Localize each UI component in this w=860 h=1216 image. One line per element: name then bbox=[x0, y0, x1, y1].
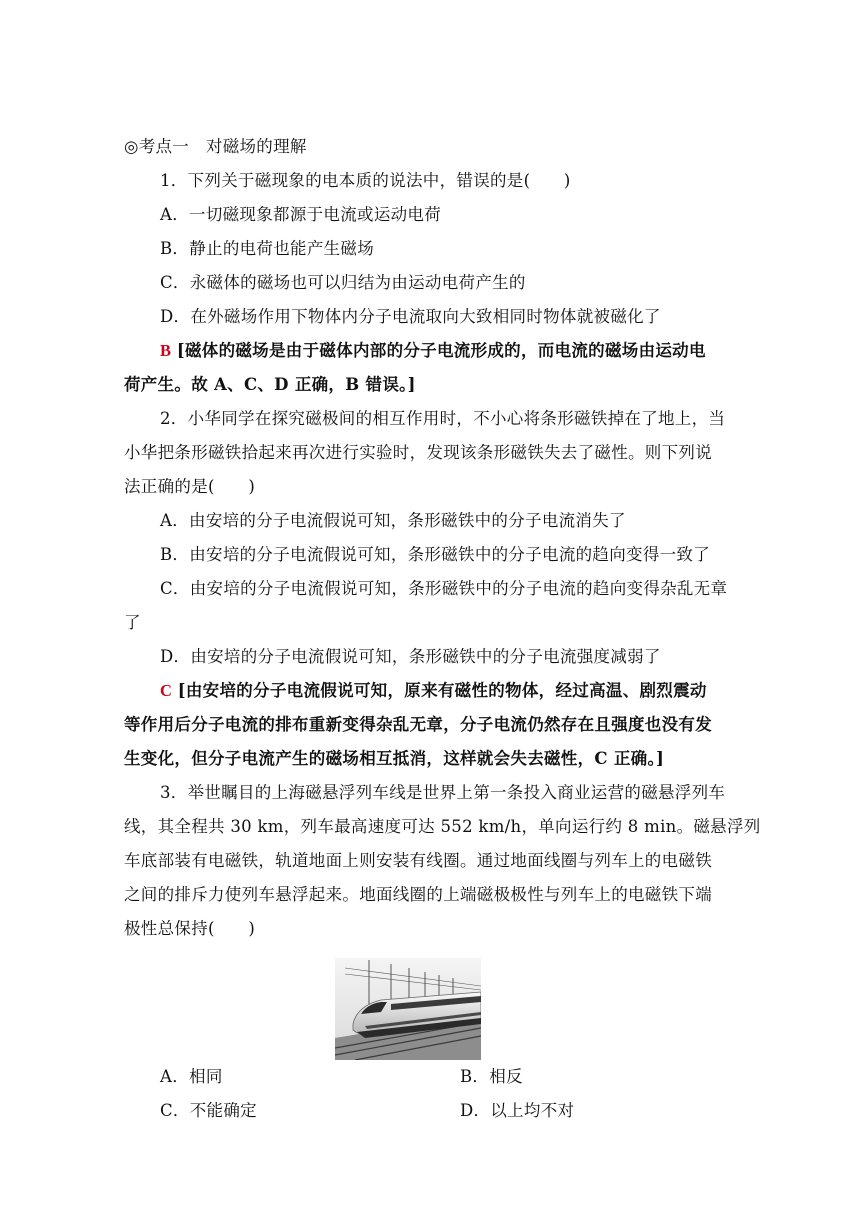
question-2-answer-line-2: 等作用后分子电流的排布重新变得杂乱无章，分子电流仍然存在且强度也没有发 bbox=[124, 715, 712, 734]
question-3-option-c: C．不能确定 bbox=[160, 1101, 257, 1120]
question-2-stem-line-1: 2．小华同学在探究磁极间的相互作用时，不小心将条形磁铁掉在了地上，当 bbox=[160, 409, 726, 428]
question-3-stem-line-4: 之间的排斥力使列车悬浮起来。地面线圈的上端磁极极性与列车上的电磁铁下端 bbox=[124, 885, 712, 904]
question-1-answer-letter: B bbox=[160, 341, 172, 360]
question-2-explanation: [由安培的分子电流假说可知，原来有磁性的物体，经过高温、剧烈震动 bbox=[177, 681, 707, 700]
question-3-option-d: D．以上均不对 bbox=[460, 1101, 575, 1120]
question-2-option-d: D．由安培的分子电流假说可知，条形磁铁中的分子电流强度减弱了 bbox=[160, 647, 661, 666]
question-2-answer-line-3: 生变化，但分子电流产生的磁场相互抵消，这样就会失去磁性，C 正确。] bbox=[124, 749, 665, 768]
question-2-option-c-cont: 了 bbox=[124, 613, 141, 632]
question-2-answer-letter: C bbox=[160, 681, 173, 700]
question-1-explanation: [磁体的磁场是由于磁体内部的分子电流形成的，而电流的磁场由运动电 bbox=[176, 341, 706, 360]
question-1-option-d: D．在外磁场作用下物体内分子电流取向大致相同时物体就被磁化了 bbox=[160, 307, 661, 326]
question-2-option-b: B．由安培的分子电流假说可知，条形磁铁中的分子电流的趋向变得一致了 bbox=[160, 545, 711, 564]
document-content bbox=[124, 130, 761, 1128]
question-2-stem-line-3: 法正确的是( ) bbox=[124, 477, 256, 496]
question-1-option-c: C．永磁体的磁场也可以归结为由运动电荷产生的 bbox=[160, 273, 526, 292]
question-2-stem-line-2: 小华把条形磁铁拾起来再次进行实验时，发现该条形磁铁失去了磁性。则下列说 bbox=[124, 443, 712, 462]
question-3-stem-line-3: 车底部装有电磁铁，轨道地面上则安装有线圈。通过地面线圈与列车上的电磁铁 bbox=[124, 851, 712, 870]
question-2-option-a: A．由安培的分子电流假说可知，条形磁铁中的分子电流消失了 bbox=[160, 511, 626, 530]
question-3-options-row-1 bbox=[124, 1060, 740, 1094]
question-3-option-a: A．相同 bbox=[160, 1067, 223, 1086]
question-3-option-b: B．相反 bbox=[460, 1067, 523, 1086]
section-title: ◎考点一 对磁场的理解 bbox=[124, 137, 307, 156]
maglev-train-photo bbox=[335, 958, 481, 1060]
question-1-option-b: B．静止的电荷也能产生磁场 bbox=[160, 239, 375, 258]
question-1-answer-line-1 bbox=[124, 334, 740, 368]
question-2-option-c: C．由安培的分子电流假说可知，条形磁铁中的分子电流的趋向变得杂乱无章 bbox=[160, 579, 728, 598]
question-3-stem-line-2: 线，其全程共 30 km，列车最高速度可达 552 km/h，单向运行约 8 min。磁悬浮列 bbox=[124, 817, 761, 836]
question-1-stem: 1．下列关于磁现象的电本质的说法中，错误的是( ) bbox=[160, 171, 571, 190]
question-1-answer-line-2: 荷产生。故 A、C、D 正确，B 错误。] bbox=[124, 375, 416, 394]
question-3-stem-line-5: 极性总保持( ) bbox=[124, 919, 256, 938]
question-1-option-a: A．一切磁现象都源于电流或运动电荷 bbox=[160, 205, 442, 224]
question-2-answer-line-1 bbox=[124, 674, 740, 708]
question-3-options-row-2 bbox=[124, 1094, 740, 1128]
question-3-stem-line-1: 3．举世瞩目的上海磁悬浮列车线是世界上第一条投入商业运营的磁悬浮列车 bbox=[160, 783, 726, 802]
